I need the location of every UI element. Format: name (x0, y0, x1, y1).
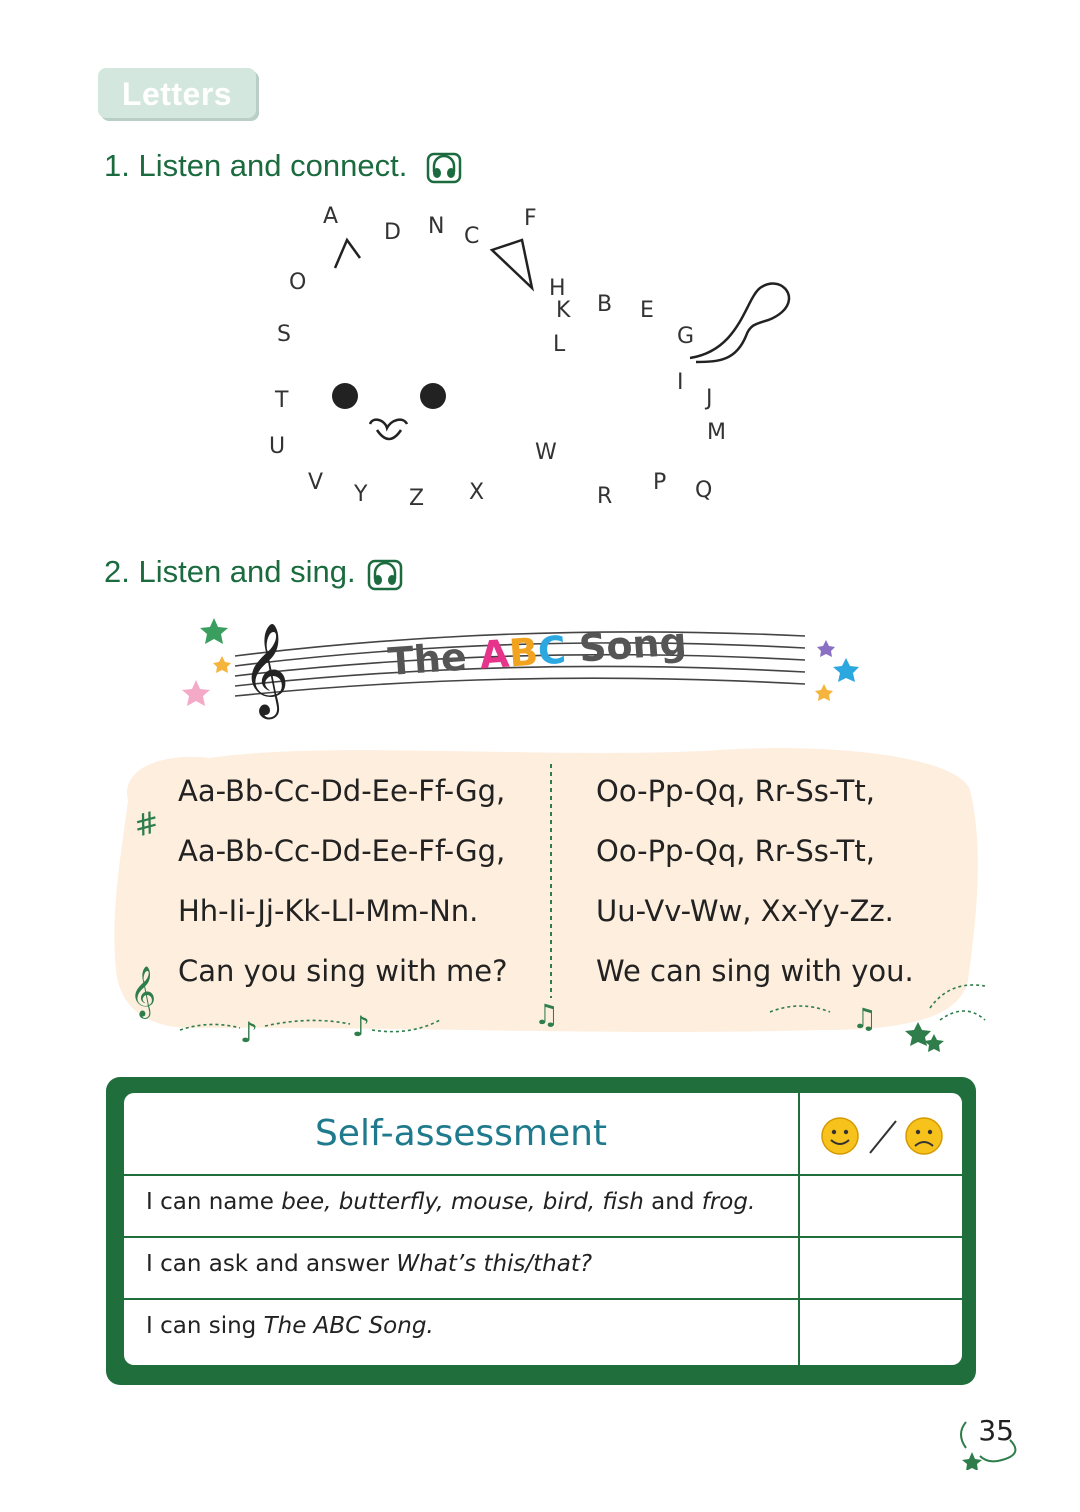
dot-letter-c[interactable]: C (464, 224, 480, 249)
song-title-banner (180, 610, 870, 720)
star-icon (182, 680, 210, 706)
lyric-right-line-1: Oo-Pp-Qq, Rr-Ss-Tt, (596, 774, 875, 808)
lyrics-panel (0, 730, 1080, 1060)
cat-face (325, 378, 455, 450)
dot-letter-r[interactable]: R (597, 484, 613, 509)
dot-letter-y[interactable]: Y (354, 482, 368, 507)
row-1-item-mouse: mouse, (450, 1189, 536, 1215)
dot-letter-m[interactable]: M (707, 420, 726, 445)
star-icon (924, 1034, 944, 1052)
happy-face-icon[interactable] (822, 1118, 858, 1154)
right-eye (420, 383, 446, 409)
dot-letter-w[interactable]: W (535, 440, 557, 465)
dot-letter-k[interactable]: K (556, 298, 571, 323)
slash-divider (870, 1121, 896, 1153)
dot-to-dot-picture (0, 0, 1080, 530)
dot-letter-v[interactable]: V (308, 470, 324, 495)
dot-letter-g[interactable]: G (677, 324, 695, 349)
row-1-item-fish: fish (602, 1189, 644, 1215)
dot-letter-d[interactable]: D (384, 220, 401, 245)
rating-faces (818, 1115, 946, 1157)
dot-letter-l[interactable]: L (553, 332, 566, 357)
row-3-italic: The ABC Song. (263, 1313, 434, 1339)
lyrics-background (0, 730, 1080, 1060)
star-icon (833, 658, 859, 682)
star-icon (815, 684, 833, 701)
rating-cell-2[interactable] (800, 1238, 962, 1298)
song-title-b: B (507, 629, 540, 676)
section-tag-label: Letters (121, 76, 233, 112)
rating-cell-3[interactable] (800, 1300, 962, 1365)
sharp-sign-icon: # (130, 804, 164, 845)
dot-letter-h[interactable]: H (549, 276, 566, 301)
music-note-icon: ♪ (352, 1010, 370, 1043)
row-1-and: and (651, 1189, 695, 1215)
dot-letter-z[interactable]: Z (409, 486, 425, 511)
dot-letter-j[interactable]: J (706, 386, 713, 411)
star-icon (213, 656, 231, 673)
dot-letter-o[interactable]: O (289, 270, 307, 295)
treble-clef-icon: 𝄞 (242, 622, 290, 715)
page-number: 35 (978, 1414, 1014, 1447)
cat-mouth (370, 420, 407, 439)
dot-letter-u[interactable]: U (269, 434, 286, 459)
self-assessment-inner (124, 1093, 962, 1365)
assessment-row-1 (146, 1189, 755, 1215)
sad-face-icon[interactable] (906, 1118, 942, 1154)
music-note-icon: ♪ (240, 1016, 258, 1049)
dot-letter-s[interactable]: S (277, 322, 291, 347)
left-eye (332, 383, 358, 409)
dot-letter-i[interactable]: I (677, 370, 684, 395)
dot-letter-n[interactable]: N (428, 214, 445, 239)
dot-letter-t[interactable]: T (275, 388, 289, 413)
dot-letter-p[interactable]: P (653, 470, 667, 495)
lyric-left-line-1: Aa-Bb-Cc-Dd-Ee-Ff-Gg, (178, 774, 506, 808)
lyric-right-line-4: We can sing with you. (596, 954, 914, 988)
row-1-item-frog: frog. (701, 1189, 756, 1215)
lyric-left-line-3: Hh-Ii-Jj-Kk-Ll-Mm-Nn. (178, 894, 479, 928)
self-assessment-table (106, 1077, 976, 1385)
song-title-the: The (386, 634, 469, 684)
music-note-icon: ♫ (852, 1002, 878, 1035)
treble-clef-icon: 𝄞 (130, 966, 157, 1017)
dot-letter-x[interactable]: X (469, 480, 485, 505)
lyric-left-line-2: Aa-Bb-Cc-Dd-Ee-Ff-Gg, (178, 834, 506, 868)
song-title-song: Song (577, 619, 689, 671)
star-icon (817, 640, 835, 657)
lyric-right-line-2: Oo-Pp-Qq, Rr-Ss-Tt, (596, 834, 875, 868)
row-2-italic: What’s this/that? (396, 1251, 593, 1277)
exercise-2-title: 2. Listen and sing. (104, 554, 356, 589)
song-title-a: A (478, 631, 511, 678)
row-2-prefix: I can ask and answer (146, 1251, 397, 1277)
assessment-row-2 (146, 1251, 592, 1277)
row-1-prefix: I can name (146, 1189, 282, 1215)
row-1-item-bird: bird, (542, 1189, 596, 1215)
star-icon (962, 1452, 982, 1470)
row-1-item-bee: bee, (281, 1189, 332, 1215)
dot-letter-f[interactable]: F (524, 206, 537, 231)
dot-letter-e[interactable]: E (640, 298, 654, 323)
exercise-1-title: 1. Listen and connect. (104, 148, 408, 183)
dot-letter-b[interactable]: B (597, 292, 613, 317)
row-1-item-butterfly: butterfly, (338, 1189, 444, 1215)
lyric-right-line-3: Uu-Vv-Ww, Xx-Yy-Zz. (596, 894, 894, 928)
dot-letter-q[interactable]: Q (695, 478, 713, 503)
assessment-row-3 (146, 1313, 434, 1339)
lyric-left-line-4: Can you sing with me? (178, 954, 508, 988)
song-title-c: C (536, 627, 568, 674)
headphones-icon[interactable] (367, 557, 403, 591)
star-icon (200, 618, 228, 644)
row-3-prefix: I can sing (146, 1313, 264, 1339)
music-note-icon: ♫ (534, 998, 560, 1031)
dot-letter-a[interactable]: A (323, 204, 339, 229)
exercise-2-heading (104, 554, 356, 590)
rating-cell-1[interactable] (800, 1176, 962, 1236)
self-assessment-title: Self-assessment (314, 1113, 608, 1154)
